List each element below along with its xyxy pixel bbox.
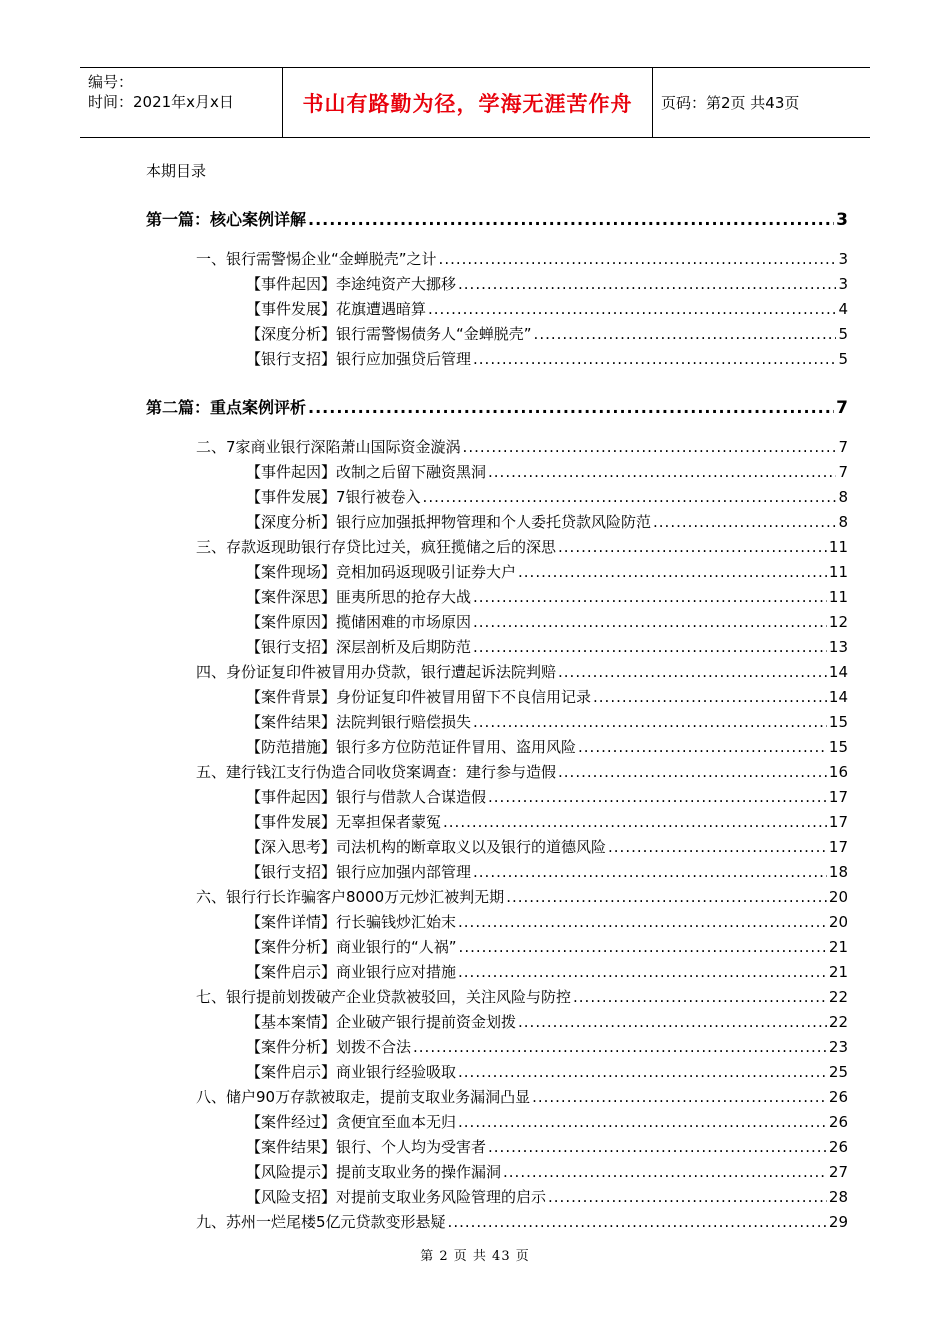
toc-dot-leader (463, 436, 837, 458)
toc-entry-label: 三、存款返现助银行存贷比过关，疯狂揽储之后的深思 (196, 538, 557, 556)
toc-entry-page-number: 16 (828, 763, 848, 781)
toc-entry-page-number: 18 (828, 863, 848, 881)
toc-chapter-entry[interactable] (196, 536, 848, 558)
toc-section-entry[interactable] (246, 961, 848, 983)
toc-dot-leader (573, 986, 827, 1008)
toc-entry-page-number: 21 (828, 963, 848, 981)
toc-entry-page-number: 5 (838, 350, 848, 368)
toc-entry-page-number: 5 (838, 325, 848, 343)
toc-entry-label: 四、身份证复印件被冒用办贷款，银行遭起诉法院判赔 (196, 663, 557, 681)
toc-entry-label: 【案件启示】商业银行应对措施 (246, 963, 457, 981)
toc-dot-leader (473, 348, 836, 370)
toc-entry-page-number: 20 (828, 888, 848, 906)
toc-entry-label: 八、储户90万存款被取走，提前支取业务漏洞凸显 (196, 1088, 531, 1106)
toc-entry-label: 六、银行行长诈骗客户8000万元炒汇被判无期 (196, 888, 505, 906)
toc-section-entry[interactable] (246, 1036, 848, 1058)
toc-entry-page-number: 29 (828, 1213, 848, 1231)
toc-section-entry[interactable] (246, 861, 848, 883)
document-number-label: 编号： (88, 73, 134, 91)
toc-section-entry[interactable] (246, 836, 848, 858)
toc-entry-page-number: 22 (828, 1013, 848, 1031)
page-header (80, 67, 870, 138)
toc-entry-label: 【案件现场】竞相加码返现吸引证券大户 (246, 563, 517, 581)
toc-dot-leader (534, 323, 837, 345)
toc-dot-leader (458, 273, 836, 295)
toc-section-entry[interactable] (246, 486, 848, 508)
toc-entry-page-number: 14 (828, 688, 848, 706)
toc-entry-label: 【事件起因】改制之后留下融资黑洞 (246, 463, 487, 481)
toc-entry-page-number: 4 (838, 300, 848, 318)
toc-chapter-entry[interactable] (196, 248, 848, 270)
toc-entry-label: 【案件背景】身份证复印件被冒用留下不良信用记录 (246, 688, 592, 706)
toc-entry-page-number: 20 (828, 913, 848, 931)
page-footer: 第 2 页 共 43 页 (420, 1249, 530, 1264)
toc-dot-leader (458, 1111, 827, 1133)
toc-entry-label: 【银行支招】深层剖析及后期防范 (246, 638, 472, 656)
toc-entry-page-number: 7 (836, 398, 848, 418)
toc-entry-label: 【深入思考】司法机构的断章取义以及银行的道德风险 (246, 838, 607, 856)
toc-dot-leader (506, 886, 827, 908)
toc-entry-page-number: 26 (828, 1088, 848, 1106)
toc-section-entry[interactable] (246, 711, 848, 733)
toc-dot-leader (448, 1211, 827, 1233)
toc-entry-label: 二、7家商业银行深陷萧山国际资金漩涡 (196, 438, 461, 456)
toc-entry-label: 【银行支招】银行应加强贷后管理 (246, 350, 472, 368)
toc-entry-page-number: 23 (828, 1038, 848, 1056)
toc-dot-leader (488, 786, 827, 808)
toc-entry-label: 【风险提示】提前支取业务的操作漏洞 (246, 1163, 502, 1181)
toc-section-entry[interactable] (246, 511, 848, 533)
toc-entry-page-number: 26 (828, 1113, 848, 1131)
toc-section-entry[interactable] (246, 936, 848, 958)
toc-section-entry[interactable] (246, 348, 848, 370)
toc-entry-page-number: 3 (838, 275, 848, 293)
toc-entry-page-number: 12 (828, 613, 848, 631)
toc-entry-label: 第二篇：重点案例评析 (146, 398, 307, 417)
toc-dot-leader (439, 248, 837, 270)
toc-section-entry[interactable] (246, 1061, 848, 1083)
toc-section-entry[interactable] (246, 561, 848, 583)
toc-chapter-entry[interactable] (196, 436, 848, 458)
toc-entry-page-number: 15 (828, 713, 848, 731)
toc-entry-label: 【事件发展】7银行被卷入 (246, 488, 421, 506)
toc-entry-page-number: 15 (828, 738, 848, 756)
toc-entry-label: 【防范措施】银行多方位防范证件冒用、盗用风险 (246, 738, 577, 756)
toc-dot-leader (518, 561, 827, 583)
toc-entry-page-number: 8 (838, 488, 848, 506)
toc-dot-leader (558, 761, 827, 783)
toc-dot-leader (473, 636, 827, 658)
toc-dot-leader (458, 961, 827, 983)
toc-chapter-entry[interactable] (196, 1086, 848, 1108)
toc-section-entry[interactable] (246, 1161, 848, 1183)
toc-entry-page-number: 21 (828, 938, 848, 956)
toc-chapter-entry[interactable] (196, 661, 848, 683)
toc-section-entry[interactable] (246, 1111, 848, 1133)
toc-entry-label: 七、银行提前划拨破产企业贷款被驳回，关注风险与防控 (196, 988, 572, 1006)
toc-dot-leader (473, 611, 827, 633)
toc-section-entry[interactable] (246, 611, 848, 633)
toc-entry-page-number: 28 (828, 1188, 848, 1206)
toc-entry-label: 【风险支招】对提前支取业务风险管理的启示 (246, 1188, 547, 1206)
toc-entry-label: 【案件详情】行长骗钱炒汇始末 (246, 913, 457, 931)
toc-dot-leader (308, 397, 834, 419)
toc-section-entry[interactable] (246, 323, 848, 345)
toc-dot-leader (443, 811, 827, 833)
toc-section-entry[interactable] (246, 1186, 848, 1208)
toc-dot-leader (488, 1136, 827, 1158)
toc-dot-leader (423, 486, 837, 508)
toc-section-entry[interactable] (246, 1136, 848, 1158)
toc-dot-leader (308, 209, 834, 231)
toc-section-entry[interactable] (246, 811, 848, 833)
toc-entry-page-number: 11 (828, 588, 848, 606)
toc-entry-page-number: 17 (828, 838, 848, 856)
toc-dot-leader (459, 936, 827, 958)
toc-dot-leader (458, 911, 827, 933)
toc-dot-leader (488, 461, 836, 483)
toc-section-entry[interactable] (246, 273, 848, 295)
toc-dot-leader (548, 1186, 827, 1208)
toc-entry-label: 【深度分析】银行应加强抵押物管理和个人委托贷款风险防范 (246, 513, 652, 531)
toc-title: 本期目录 (146, 162, 207, 180)
toc-section-entry[interactable] (246, 911, 848, 933)
toc-section-entry[interactable] (246, 298, 848, 320)
toc-entry-page-number: 11 (828, 538, 848, 556)
toc-entry-label: 五、建行钱江支行伪造合同收贷案调查：建行参与造假 (196, 763, 557, 781)
toc-entry-label: 九、苏州一烂尾楼5亿元贷款变形悬疑 (196, 1213, 446, 1231)
toc-entry-label: 【银行支招】银行应加强内部管理 (246, 863, 472, 881)
toc-entry-page-number: 11 (828, 563, 848, 581)
toc-entry-label: 第一篇：核心案例详解 (146, 210, 307, 229)
toc-entry-label: 【基本案情】企业破产银行提前资金划拨 (246, 1013, 517, 1031)
toc-dot-leader (558, 661, 827, 683)
toc-entry-page-number: 25 (828, 1063, 848, 1081)
toc-dot-leader (558, 536, 827, 558)
toc-entry-page-number: 14 (828, 663, 848, 681)
toc-part-heading[interactable] (146, 209, 848, 231)
toc-dot-leader (473, 586, 827, 608)
toc-entry-label: 【事件起因】银行与借款人合谋造假 (246, 788, 487, 806)
toc-section-entry[interactable] (246, 636, 848, 658)
toc-entry-page-number: 3 (838, 250, 848, 268)
toc-entry-page-number: 22 (828, 988, 848, 1006)
toc-dot-leader (503, 1161, 827, 1183)
toc-entry-page-number: 26 (828, 1138, 848, 1156)
toc-dot-leader (653, 511, 836, 533)
toc-entry-label: 【案件启示】商业银行经验吸取 (246, 1063, 457, 1081)
toc-entry-label: 【案件结果】银行、个人均为受害者 (246, 1138, 487, 1156)
toc-entry-page-number: 8 (838, 513, 848, 531)
toc-entry-page-number: 27 (828, 1163, 848, 1181)
toc-entry-label: 【事件发展】无辜担保者蒙冤 (246, 813, 442, 831)
toc-entry-label: 【案件经过】贪便宜至血本无归 (246, 1113, 457, 1131)
toc-chapter-entry[interactable] (196, 761, 848, 783)
toc-entry-page-number: 7 (838, 463, 848, 481)
toc-section-entry[interactable] (246, 586, 848, 608)
toc-dot-leader (473, 861, 827, 883)
toc-entry-page-number: 7 (838, 438, 848, 456)
toc-chapter-entry[interactable] (196, 986, 848, 1008)
toc-dot-leader (518, 1011, 827, 1033)
toc-entry-label: 【案件分析】划拨不合法 (246, 1038, 412, 1056)
toc-part-heading[interactable] (146, 397, 848, 419)
toc-dot-leader (473, 711, 827, 733)
toc-entry-label: 【案件原因】揽储困难的市场原因 (246, 613, 472, 631)
toc-entry-page-number: 13 (828, 638, 848, 656)
header-meta (80, 68, 283, 137)
toc-entry-page-number: 3 (836, 210, 848, 230)
toc-dot-leader (578, 736, 827, 758)
toc-dot-leader (608, 836, 827, 858)
toc-chapter-entry[interactable] (196, 886, 848, 908)
toc-entry-label: 【深度分析】银行需警惕债务人“金蝉脱壳” (246, 325, 532, 343)
toc-section-entry[interactable] (246, 736, 848, 758)
toc-dot-leader (428, 298, 836, 320)
document-time-label: 时间：2021年x月x日 (88, 93, 234, 111)
toc-entry-page-number: 17 (828, 788, 848, 806)
toc-entry-label: 一、银行需警惕企业“金蝉脱壳”之计 (196, 250, 437, 268)
header-motto: 书山有路勤为径，学海无涯苦作舟 (283, 68, 653, 137)
toc-entry-label: 【案件结果】法院判银行赔偿损失 (246, 713, 472, 731)
toc-dot-leader (532, 1086, 827, 1108)
header-page-number: 页码：第2页 共43页 (661, 94, 800, 112)
toc-dot-leader (458, 1061, 827, 1083)
toc-section-entry[interactable] (246, 786, 848, 808)
toc-entry-label: 【事件起因】李途纯资产大挪移 (246, 275, 457, 293)
toc-entry-label: 【案件深思】匪夷所思的抢存大战 (246, 588, 472, 606)
toc-dot-leader (593, 686, 827, 708)
toc-section-entry[interactable] (246, 1011, 848, 1033)
toc-dot-leader (413, 1036, 827, 1058)
toc-entry-label: 【事件发展】花旗遭遇暗算 (246, 300, 427, 318)
toc-entry-page-number: 17 (828, 813, 848, 831)
toc-chapter-entry[interactable] (196, 1211, 848, 1233)
toc-entry-label: 【案件分析】商业银行的“人祸” (246, 938, 457, 956)
toc-section-entry[interactable] (246, 686, 848, 708)
toc-section-entry[interactable] (246, 461, 848, 483)
